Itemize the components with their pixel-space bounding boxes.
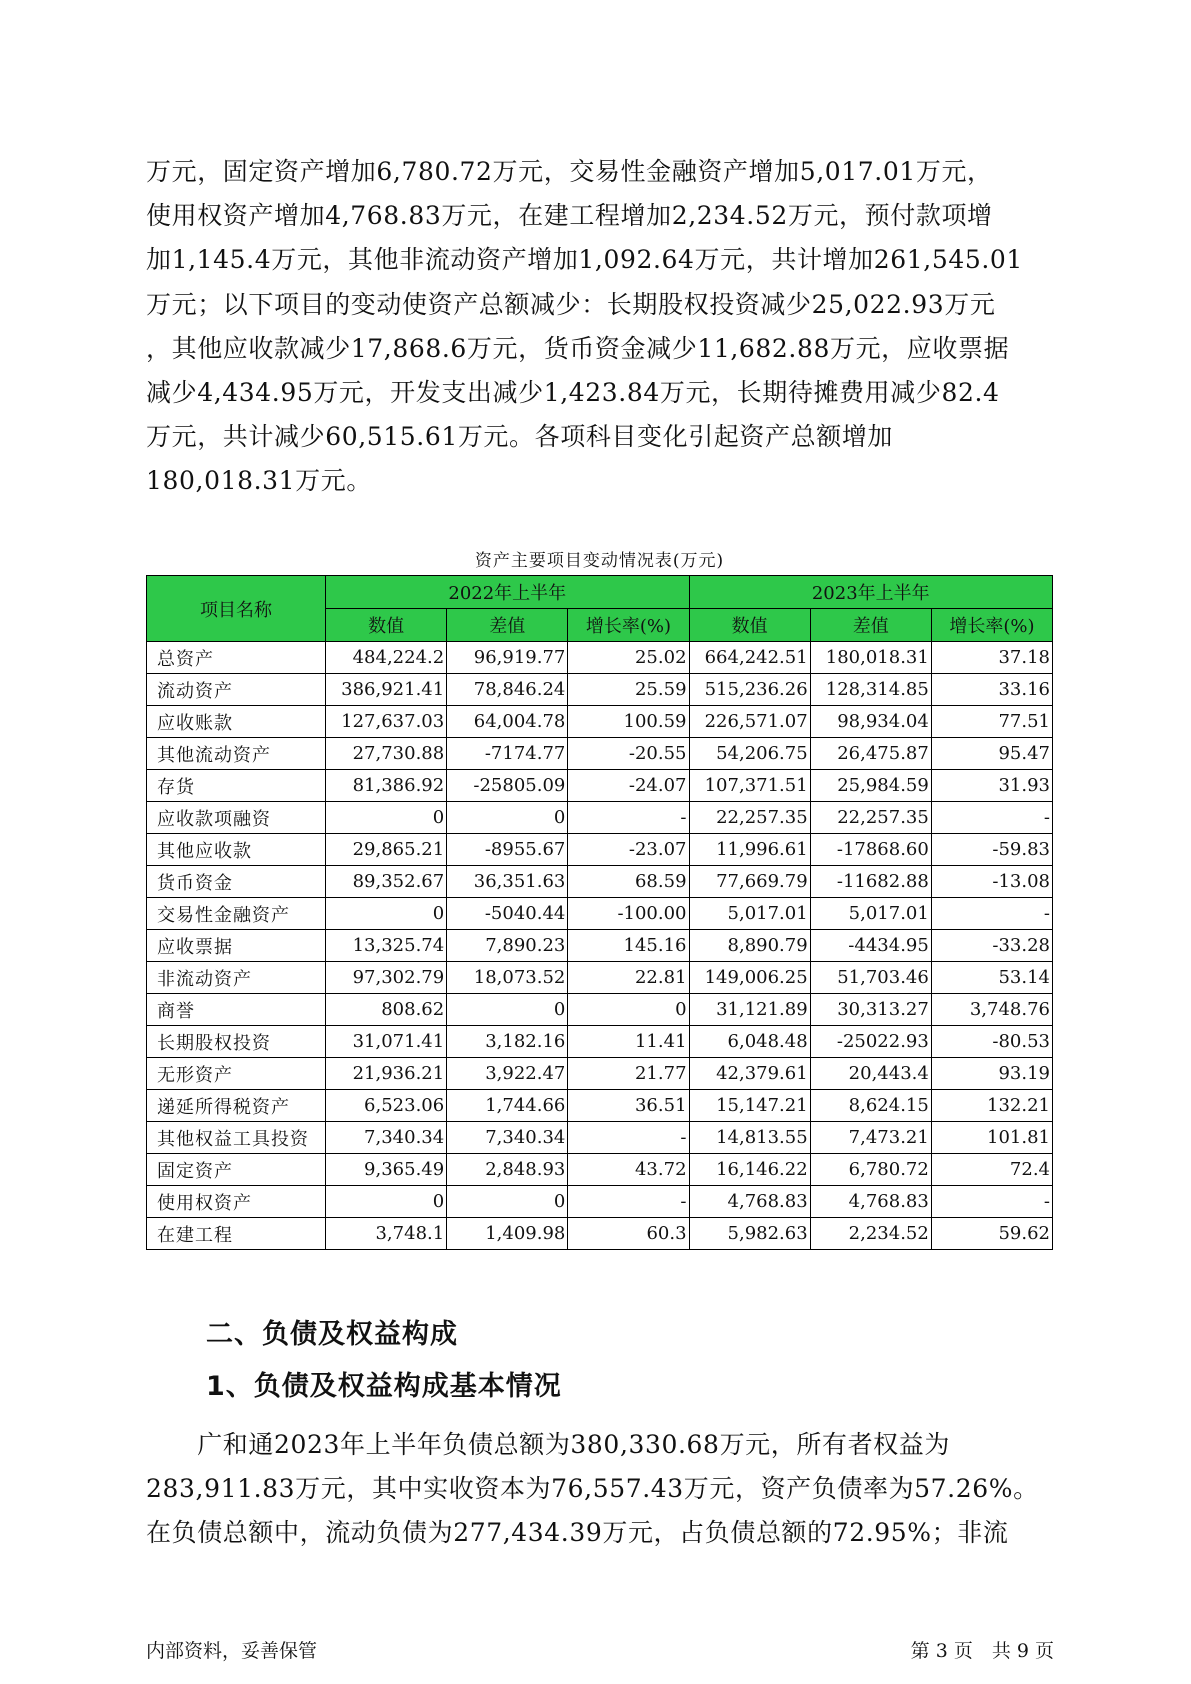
table-row: [147, 1090, 1053, 1122]
growth-2023: 59.62: [931, 1218, 1052, 1250]
value-2023: 8,890.79: [689, 930, 810, 962]
table-row: [147, 1058, 1053, 1090]
row-name: 递延所得税资产: [147, 1090, 326, 1122]
text-line: 广和通2023年上半年负债总额为380,330.68万元，所有者权益为: [146, 1430, 950, 1459]
value-2022: 484,224.2: [326, 642, 447, 674]
value-2022: 21,936.21: [326, 1058, 447, 1090]
value-2023: 4,768.83: [689, 1186, 810, 1218]
diff-2022: -25805.09: [447, 770, 568, 802]
value-2022: 13,325.74: [326, 930, 447, 962]
header-item-name: 项目名称: [147, 576, 326, 642]
growth-2023: -59.83: [931, 834, 1052, 866]
footer-page-number: 第 3 页 共 9 页: [910, 1640, 1054, 1662]
row-name: 长期股权投资: [147, 1026, 326, 1058]
diff-2023: -17868.60: [810, 834, 931, 866]
value-2023: 5,017.01: [689, 898, 810, 930]
value-2023: 664,242.51: [689, 642, 810, 674]
growth-2023: 101.81: [931, 1122, 1052, 1154]
row-name: 无形资产: [147, 1058, 326, 1090]
header-growth-2023: 增长率(%): [931, 609, 1052, 642]
diff-2022: 7,890.23: [447, 930, 568, 962]
section-heading: 二、负债及权益构成: [206, 1319, 458, 1350]
growth-2022: -: [568, 1186, 689, 1218]
growth-2023: 72.4: [931, 1154, 1052, 1186]
value-2022: 81,386.92: [326, 770, 447, 802]
diff-2022: 7,340.34: [447, 1122, 568, 1154]
text-line: 使用权资产增加4,768.83万元，在建工程增加2,234.52万元，预付款项增: [146, 201, 993, 231]
diff-2022: 36,351.63: [447, 866, 568, 898]
footer-confidential-note: 内部资料，妥善保管: [146, 1640, 318, 1662]
growth-2023: -: [931, 1186, 1052, 1218]
diff-2022: 0: [447, 1186, 568, 1218]
diff-2023: -11682.88: [810, 866, 931, 898]
diff-2023: 25,984.59: [810, 770, 931, 802]
growth-2022: -20.55: [568, 738, 689, 770]
text-line: 加1,145.4万元，其他非流动资产增加1,092.64万元，共计增加261,545.01: [146, 245, 1023, 275]
table-row: [147, 834, 1053, 866]
text-line: 283,911.83万元，其中实收资本为76,557.43万元，资产负债率为57.26%。: [146, 1474, 1039, 1504]
row-name: 其他流动资产: [147, 738, 326, 770]
table-row: [147, 866, 1053, 898]
growth-2023: 93.19: [931, 1058, 1052, 1090]
table-row: [147, 898, 1053, 930]
diff-2023: 128,314.85: [810, 674, 931, 706]
subsection-heading: 1、负债及权益构成基本情况: [206, 1371, 562, 1402]
growth-2022: 21.77: [568, 1058, 689, 1090]
diff-2023: 26,475.87: [810, 738, 931, 770]
row-name: 其他权益工具投资: [147, 1122, 326, 1154]
row-name: 货币资金: [147, 866, 326, 898]
value-2022: 31,071.41: [326, 1026, 447, 1058]
row-name: 应收账款: [147, 706, 326, 738]
header-value-2022: 数值: [326, 609, 447, 642]
diff-2022: 3,182.16: [447, 1026, 568, 1058]
diff-2022: 64,004.78: [447, 706, 568, 738]
value-2023: 14,813.55: [689, 1122, 810, 1154]
header-period-2022: 2022年上半年: [326, 576, 689, 609]
table-row: [147, 1218, 1053, 1250]
value-2023: 11,996.61: [689, 834, 810, 866]
row-name: 其他应收款: [147, 834, 326, 866]
growth-2022: -: [568, 802, 689, 834]
value-2022: 127,637.03: [326, 706, 447, 738]
row-name: 应收票据: [147, 930, 326, 962]
value-2022: 9,365.49: [326, 1154, 447, 1186]
value-2023: 515,236.26: [689, 674, 810, 706]
text-line: 在负债总额中，流动负债为277,434.39万元，占负债总额的72.95%；非流: [146, 1518, 1009, 1548]
growth-2023: 31.93: [931, 770, 1052, 802]
row-name: 流动资产: [147, 674, 326, 706]
growth-2023: 95.47: [931, 738, 1052, 770]
value-2023: 54,206.75: [689, 738, 810, 770]
table-row: [147, 738, 1053, 770]
diff-2022: -8955.67: [447, 834, 568, 866]
text-line: ，其他应收款减少17,868.6万元，货币资金减少11,682.88万元，应收票据: [146, 333, 1010, 363]
value-2023: 149,006.25: [689, 962, 810, 994]
table-row: [147, 674, 1053, 706]
row-name: 在建工程: [147, 1218, 326, 1250]
growth-2023: 53.14: [931, 962, 1052, 994]
table-caption: 资产主要项目变动情况表(万元): [474, 551, 725, 571]
table-row: [147, 802, 1053, 834]
growth-2023: -: [931, 898, 1052, 930]
table-row: [147, 770, 1053, 802]
header-diff-2023: 差值: [810, 609, 931, 642]
value-2023: 77,669.79: [689, 866, 810, 898]
diff-2023: 5,017.01: [810, 898, 931, 930]
table-row: [147, 642, 1053, 674]
value-2022: 7,340.34: [326, 1122, 447, 1154]
growth-2022: 145.16: [568, 930, 689, 962]
row-name: 商誉: [147, 994, 326, 1026]
diff-2023: 20,443.4: [810, 1058, 931, 1090]
intro-paragraph: [146, 150, 1051, 504]
growth-2022: 25.59: [568, 674, 689, 706]
text-line: 180,018.31万元。: [146, 466, 372, 496]
diff-2022: 0: [447, 994, 568, 1026]
value-2023: 226,571.07: [689, 706, 810, 738]
value-2023: 6,048.48: [689, 1026, 810, 1058]
value-2022: 386,921.41: [326, 674, 447, 706]
header-growth-2022: 增长率(%): [568, 609, 689, 642]
table-row: [147, 1122, 1053, 1154]
row-name: 固定资产: [147, 1154, 326, 1186]
diff-2023: 7,473.21: [810, 1122, 931, 1154]
diff-2023: 6,780.72: [810, 1154, 931, 1186]
diff-2022: 18,073.52: [447, 962, 568, 994]
growth-2022: 25.02: [568, 642, 689, 674]
row-name: 总资产: [147, 642, 326, 674]
table-row: [147, 994, 1053, 1026]
text-line: 万元，共计减少60,515.61万元。各项科目变化引起资产总额增加: [146, 422, 894, 452]
diff-2022: 1,744.66: [447, 1090, 568, 1122]
diff-2022: 2,848.93: [447, 1154, 568, 1186]
value-2022: 97,302.79: [326, 962, 447, 994]
diff-2022: -7174.77: [447, 738, 568, 770]
header-value-2023: 数值: [689, 609, 810, 642]
value-2023: 15,147.21: [689, 1090, 810, 1122]
growth-2022: -23.07: [568, 834, 689, 866]
diff-2023: 8,624.15: [810, 1090, 931, 1122]
value-2022: 0: [326, 802, 447, 834]
value-2022: 3,748.1: [326, 1218, 447, 1250]
row-name: 应收款项融资: [147, 802, 326, 834]
value-2022: 29,865.21: [326, 834, 447, 866]
table-row: [147, 1154, 1053, 1186]
growth-2023: 77.51: [931, 706, 1052, 738]
value-2022: 0: [326, 1186, 447, 1218]
diff-2023: 2,234.52: [810, 1218, 931, 1250]
growth-2022: 0: [568, 994, 689, 1026]
growth-2022: 60.3: [568, 1218, 689, 1250]
row-name: 交易性金融资产: [147, 898, 326, 930]
value-2023: 107,371.51: [689, 770, 810, 802]
growth-2022: -100.00: [568, 898, 689, 930]
growth-2022: 36.51: [568, 1090, 689, 1122]
asset-change-table: [146, 575, 1053, 1250]
diff-2023: 180,018.31: [810, 642, 931, 674]
row-name: 存货: [147, 770, 326, 802]
table-row: [147, 706, 1053, 738]
value-2023: 42,379.61: [689, 1058, 810, 1090]
diff-2022: 1,409.98: [447, 1218, 568, 1250]
growth-2023: -13.08: [931, 866, 1052, 898]
diff-2022: 3,922.47: [447, 1058, 568, 1090]
diff-2022: -5040.44: [447, 898, 568, 930]
diff-2023: 51,703.46: [810, 962, 931, 994]
diff-2023: -25022.93: [810, 1026, 931, 1058]
liability-paragraph: [146, 1423, 1051, 1556]
growth-2022: 22.81: [568, 962, 689, 994]
diff-2023: 4,768.83: [810, 1186, 931, 1218]
value-2023: 31,121.89: [689, 994, 810, 1026]
growth-2023: 132.21: [931, 1090, 1052, 1122]
header-period-2023: 2023年上半年: [689, 576, 1052, 609]
value-2022: 27,730.88: [326, 738, 447, 770]
value-2022: 0: [326, 898, 447, 930]
text-line: 减少4,434.95万元，开发支出减少1,423.84万元，长期待摊费用减少82.4: [146, 378, 1000, 408]
header-diff-2022: 差值: [447, 609, 568, 642]
growth-2022: -: [568, 1122, 689, 1154]
diff-2022: 0: [447, 802, 568, 834]
diff-2022: 78,846.24: [447, 674, 568, 706]
table-row: [147, 962, 1053, 994]
value-2022: 89,352.67: [326, 866, 447, 898]
growth-2022: 43.72: [568, 1154, 689, 1186]
diff-2023: 22,257.35: [810, 802, 931, 834]
growth-2023: 3,748.76: [931, 994, 1052, 1026]
diff-2023: -4434.95: [810, 930, 931, 962]
growth-2022: 100.59: [568, 706, 689, 738]
value-2022: 6,523.06: [326, 1090, 447, 1122]
table-row: [147, 1186, 1053, 1218]
growth-2022: 11.41: [568, 1026, 689, 1058]
text-line: 万元，固定资产增加6,780.72万元，交易性金融资产增加5,017.01万元，: [146, 157, 993, 186]
row-name: 非流动资产: [147, 962, 326, 994]
value-2022: 808.62: [326, 994, 447, 1026]
growth-2023: -33.28: [931, 930, 1052, 962]
diff-2022: 96,919.77: [447, 642, 568, 674]
table-row: [147, 930, 1053, 962]
growth-2023: -80.53: [931, 1026, 1052, 1058]
value-2023: 5,982.63: [689, 1218, 810, 1250]
growth-2023: -: [931, 802, 1052, 834]
value-2023: 16,146.22: [689, 1154, 810, 1186]
growth-2023: 33.16: [931, 674, 1052, 706]
text-line: 万元；以下项目的变动使资产总额减少：长期股权投资减少25,022.93万元: [146, 289, 996, 319]
diff-2023: 98,934.04: [810, 706, 931, 738]
growth-2023: 37.18: [931, 642, 1052, 674]
diff-2023: 30,313.27: [810, 994, 931, 1026]
row-name: 使用权资产: [147, 1186, 326, 1218]
growth-2022: 68.59: [568, 866, 689, 898]
growth-2022: -24.07: [568, 770, 689, 802]
value-2023: 22,257.35: [689, 802, 810, 834]
table-row: [147, 1026, 1053, 1058]
